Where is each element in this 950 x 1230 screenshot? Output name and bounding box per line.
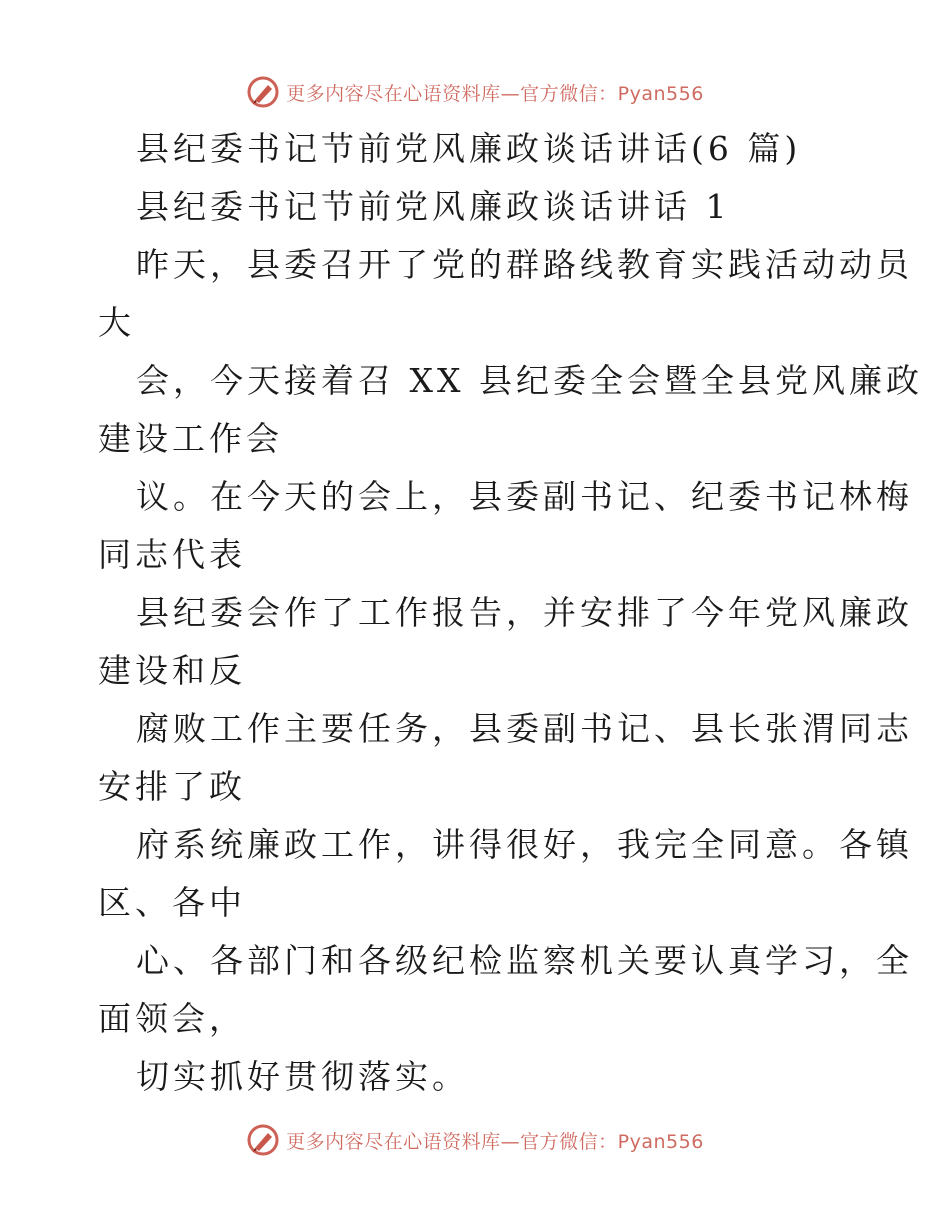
text-line: 大 <box>98 303 135 342</box>
text-line: 县纪委书记节前党风廉政谈话讲话 1 <box>136 187 731 226</box>
text-line: 府系统廉政工作，讲得很好，我完全同意。各镇 <box>136 825 913 864</box>
text-line: 县纪委书记节前党风廉政谈话讲话(6 篇) <box>136 129 802 168</box>
text-line: 昨天，县委召开了党的群路线教育实践活动动员 <box>136 245 913 284</box>
text-line: 会，今天接着召 XX 县纪委全会暨全县党风廉政 <box>136 361 923 400</box>
text-line: 建设工作会 <box>98 419 283 458</box>
text-line: 面领会， <box>98 999 246 1038</box>
text-line: 建设和反 <box>98 651 246 690</box>
text-line: 县纪委会作了工作报告，并安排了今年党风廉政 <box>136 593 913 632</box>
text-line: 同志代表 <box>98 535 246 574</box>
header-watermark <box>0 72 950 112</box>
text-line: 切实抓好贯彻落实。 <box>136 1057 469 1096</box>
document-body <box>98 120 923 1106</box>
text-line: 心、各部门和各级纪检监察机关要认真学习，全 <box>136 941 913 980</box>
footer-watermark <box>0 1120 950 1160</box>
text-line: 安排了政 <box>98 767 246 806</box>
watermark-text: 更多内容尽在心语资料库—官方微信：Pyan556 <box>286 1130 704 1153</box>
text-line: 议。在今天的会上，县委副书记、纪委书记林梅 <box>136 477 913 516</box>
pen-logo-icon <box>246 75 280 109</box>
text-line: 区、各中 <box>98 883 246 922</box>
watermark-text: 更多内容尽在心语资料库—官方微信：Pyan556 <box>286 82 704 105</box>
pen-logo-icon <box>246 1123 280 1157</box>
text-line: 腐败工作主要任务，县委副书记、县长张渭同志 <box>136 709 913 748</box>
